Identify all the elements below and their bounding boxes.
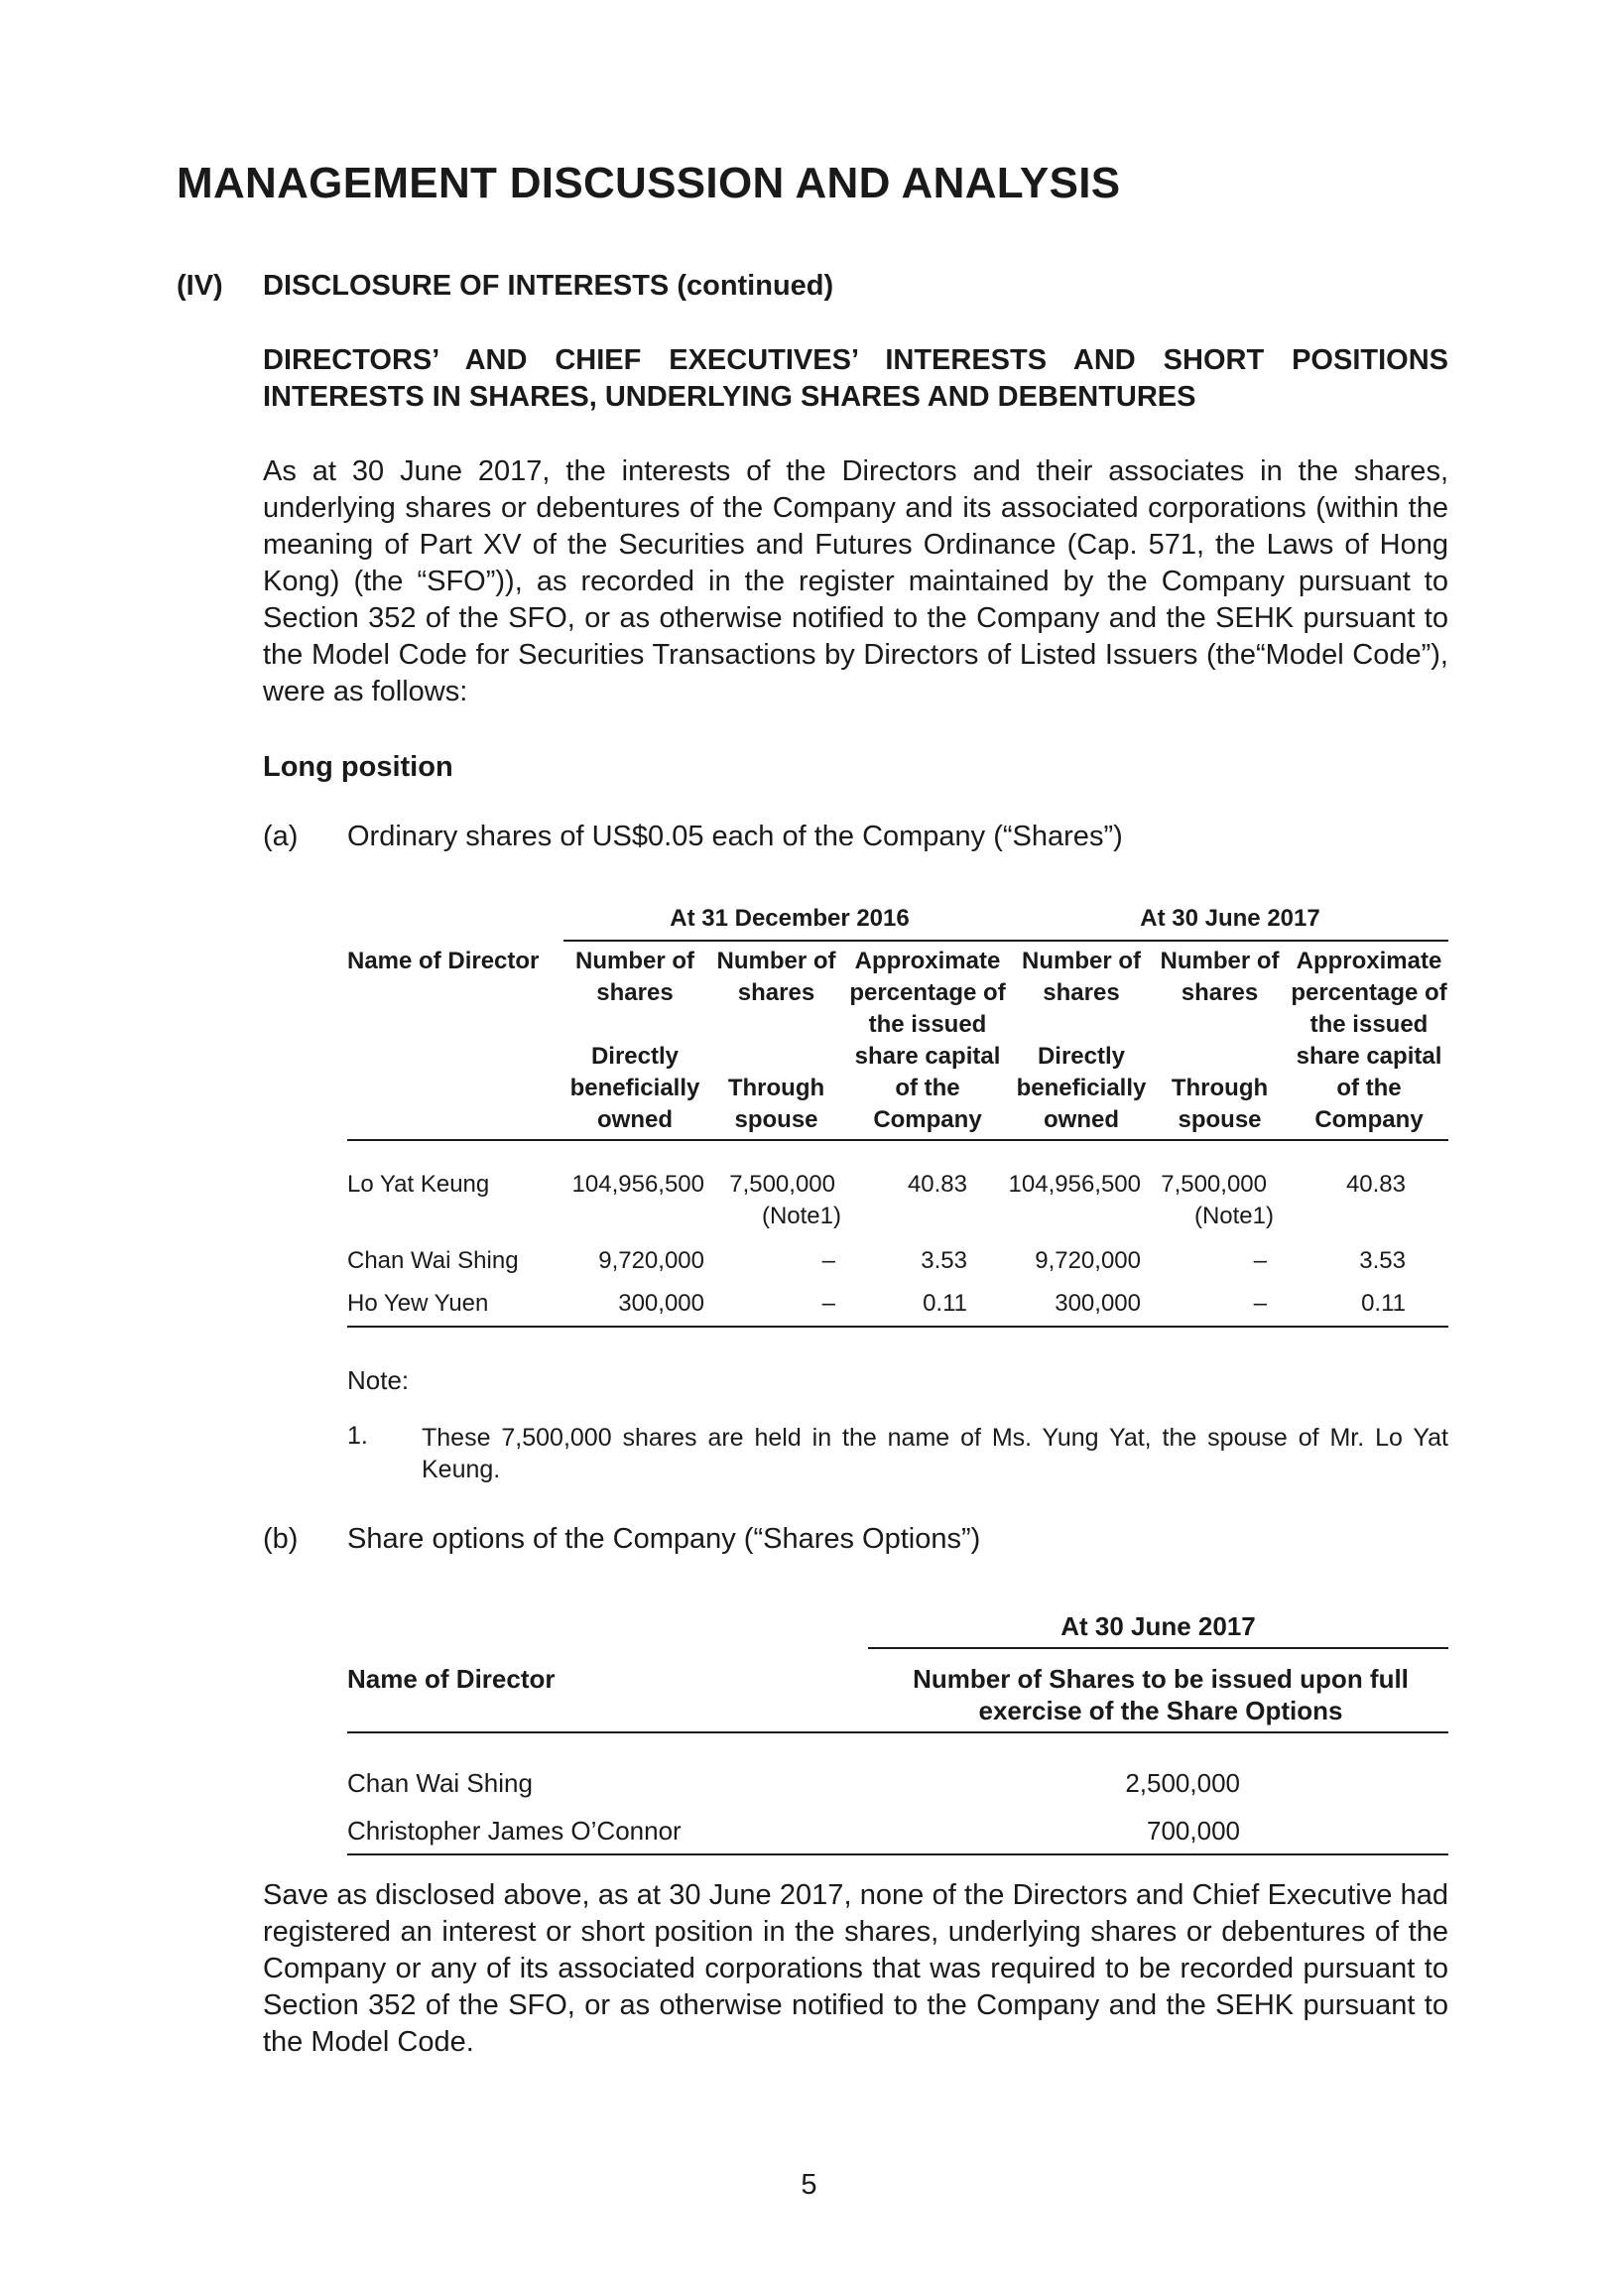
note-label: Note: — [347, 1365, 410, 1395]
row-name: Chan Wai Shing — [347, 1247, 519, 1274]
options-bottom-rule — [347, 1853, 1448, 1855]
group-rule — [563, 940, 1448, 942]
options-col-name: Name of Director — [347, 1664, 556, 1694]
item-b-text: Share options of the Company (“Shares Options”) — [347, 1523, 981, 1555]
cell-spouse-2016: – — [821, 1247, 835, 1274]
header-rule — [347, 1139, 1448, 1141]
cell-pct-2017: 40.83 — [1345, 1171, 1406, 1198]
item-b-letter: (b) — [263, 1523, 299, 1555]
cell-direct-2016: 300,000 — [618, 1290, 704, 1317]
section-title: DISCLOSURE OF INTERESTS (continued) — [263, 270, 834, 302]
section-number: (IV) — [177, 270, 223, 302]
cell-pct-2016: 3.53 — [921, 1247, 967, 1274]
col-spouse-2016: Number of shares Through spouse — [716, 948, 836, 1133]
col-pct-2016: Approximate percentage of the issued share capital of the Company — [849, 948, 1006, 1133]
cell-pct-2017: 3.53 — [1359, 1247, 1406, 1274]
table-bottom-rule — [347, 1326, 1448, 1328]
note-number: 1. — [347, 1422, 368, 1450]
closing-paragraph: Save as disclosed above, as at 30 June 2017, none of the Directors and Chief Executive had registered an interest or short position in the shares, underlying shares or debentures of the Company or any of its associated corporations that was required to be recorded pursuant to Section 352 of the SFO, or as otherwise notified to the Company and the SEHK pursuant to the Model Code. — [263, 1879, 1448, 2058]
col-name-of-director: Name of Director — [347, 948, 540, 974]
row-name: Lo Yat Keung — [347, 1171, 490, 1198]
row-name: Ho Yew Yuen — [347, 1290, 489, 1317]
item-a-letter: (a) — [263, 821, 299, 852]
page-number: 5 — [801, 2169, 817, 2201]
subheading: DIRECTORS’ AND CHIEF EXECUTIVES’ INTERESTS AND SHORT POSITIONS INTERESTS IN SHARES, UNDERLYING SHARES AND DEBENTURES — [263, 344, 1448, 413]
options-row-name: Christopher James O’Connor — [347, 1816, 682, 1846]
cell-spouse-2017: – — [1253, 1290, 1267, 1317]
cell-pct-2016: 0.11 — [923, 1290, 967, 1317]
cell-spouse-2017: – — [1253, 1247, 1267, 1274]
col-spouse-2017: Number of shares Through spouse — [1160, 948, 1280, 1133]
cell-direct-2017: 300,000 — [1055, 1290, 1141, 1317]
col-direct-2016: Number of shares Directly beneficially owned — [569, 948, 700, 1133]
cell-pct-2016: 40.83 — [907, 1171, 967, 1198]
group-header-2016: At 31 December 2016 — [670, 905, 910, 932]
cell-direct-2016: 104,956,500 — [571, 1171, 704, 1198]
cell-spouse-2016: 7,500,000 — [729, 1171, 835, 1198]
long-position-label: Long position — [263, 751, 453, 783]
cell-direct-2017: 104,956,500 — [1008, 1171, 1141, 1198]
page-title: MANAGEMENT DISCUSSION AND ANALYSIS — [177, 159, 1121, 207]
options-header-rule — [347, 1731, 1448, 1733]
options-row-value: 700,000 — [1147, 1816, 1240, 1846]
note-text: These 7,500,000 shares are held in the name of Ms. Yung Yat, the spouse of Mr. Lo Yat Keung. — [422, 1424, 1448, 1483]
intro-paragraph: As at 30 June 2017, the interests of the Directors and their associates in the shares, underlying shares or debentures of the Company and its associated corporations (within the meaning of Part XV of the Securities and Futures Ordinance (Cap. 571, the Laws of Hong Kong) (the “SFO”)), as recorded in the register maintained by the Company pursuant to Section 352 of the SFO, or as otherwise notified to the Company and the SEHK pursuant to the Model Code for Securities Transactions by Directors of Listed Issuers (the“Model Code”), were as follows: — [263, 455, 1448, 707]
cell-spouse-2017: 7,500,000 — [1161, 1171, 1267, 1198]
cell-note-2017: (Note1) — [1193, 1203, 1274, 1229]
cell-direct-2017: 9,720,000 — [1035, 1247, 1141, 1274]
options-group-header: At 30 June 2017 — [1060, 1611, 1256, 1641]
options-row-name: Chan Wai Shing — [347, 1768, 533, 1798]
cell-note-2016: (Note1) — [761, 1203, 841, 1229]
options-col-shares: Number of Shares to be issued upon full exercise of the Share Options — [913, 1664, 1409, 1725]
cell-pct-2017: 0.11 — [1361, 1290, 1406, 1317]
item-a-text: Ordinary shares of US$0.05 each of the Company (“Shares”) — [347, 821, 1123, 852]
col-direct-2017: Number of shares Directly beneficially owned — [1016, 948, 1147, 1133]
cell-direct-2016: 9,720,000 — [598, 1247, 704, 1274]
options-row-value: 2,500,000 — [1125, 1768, 1240, 1798]
options-group-rule — [868, 1647, 1448, 1649]
group-header-2017: At 30 June 2017 — [1140, 905, 1320, 932]
col-pct-2017: Approximate percentage of the issued share capital of the Company — [1291, 948, 1447, 1133]
cell-spouse-2016: – — [821, 1290, 835, 1317]
